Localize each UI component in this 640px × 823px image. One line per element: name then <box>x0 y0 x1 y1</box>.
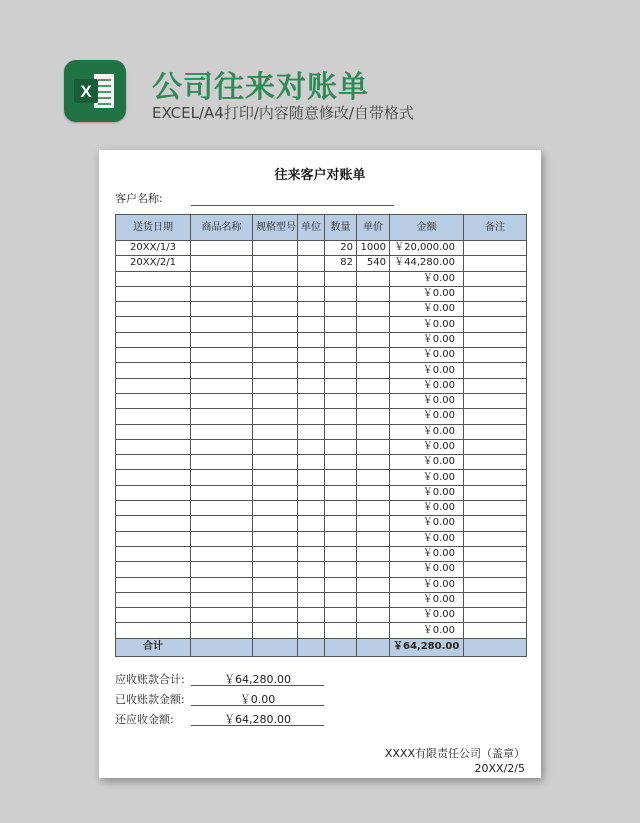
cell-qty[interactable] <box>325 424 357 439</box>
cell-price[interactable] <box>357 332 390 347</box>
cell-amount[interactable]: ￥0.00 <box>390 501 464 516</box>
cell-amount[interactable]: ￥0.00 <box>390 439 464 454</box>
excel-icon <box>64 60 126 122</box>
cell-spec[interactable] <box>253 531 298 546</box>
cell-note[interactable] <box>464 577 527 592</box>
cell-product[interactable] <box>191 623 253 638</box>
cell-note[interactable] <box>464 286 527 301</box>
summary-underline <box>191 725 324 726</box>
summary-underline <box>191 685 324 686</box>
cell-price[interactable] <box>357 577 390 592</box>
cell-note[interactable] <box>464 562 527 577</box>
cell-unit[interactable] <box>298 256 325 271</box>
cell-unit[interactable] <box>298 562 325 577</box>
cell-product[interactable] <box>191 562 253 577</box>
cell-unit[interactable] <box>298 332 325 347</box>
cell-note[interactable] <box>464 317 527 332</box>
summary-label: 应收账款合计: <box>115 673 185 686</box>
cell-qty[interactable] <box>325 286 357 301</box>
cell-note[interactable] <box>464 455 527 470</box>
customer-name-field[interactable] <box>191 205 394 206</box>
cell-spec[interactable] <box>253 424 298 439</box>
cell-spec[interactable] <box>253 256 298 271</box>
cell-qty[interactable] <box>325 302 357 317</box>
cell-date[interactable] <box>116 348 191 363</box>
cell-product[interactable] <box>191 531 253 546</box>
cell-date[interactable] <box>116 332 191 347</box>
cell-note[interactable] <box>464 470 527 485</box>
cell-qty[interactable] <box>325 562 357 577</box>
cell-qty[interactable] <box>325 439 357 454</box>
cell-note[interactable] <box>464 424 527 439</box>
cell-product[interactable] <box>191 302 253 317</box>
table-header-row <box>116 215 527 241</box>
cell-amount[interactable]: ￥0.00 <box>390 608 464 623</box>
table-cell <box>191 638 253 656</box>
cell-product[interactable] <box>191 485 253 500</box>
cell-price[interactable] <box>357 623 390 638</box>
cell-product[interactable] <box>191 439 253 454</box>
cell-product[interactable] <box>191 256 253 271</box>
cell-amount[interactable]: ￥0.00 <box>390 577 464 592</box>
cell-spec[interactable] <box>253 363 298 378</box>
cell-amount[interactable]: ￥0.00 <box>390 317 464 332</box>
cell-price[interactable]: 1000 <box>357 241 390 256</box>
cell-qty[interactable] <box>325 455 357 470</box>
cell-date[interactable] <box>116 623 191 638</box>
cell-note[interactable] <box>464 592 527 607</box>
table-cell <box>357 638 390 656</box>
table-row <box>116 546 527 561</box>
cell-price[interactable] <box>357 424 390 439</box>
cell-qty[interactable] <box>325 546 357 561</box>
cell-product[interactable] <box>191 470 253 485</box>
cell-unit[interactable] <box>298 455 325 470</box>
cell-product[interactable] <box>191 286 253 301</box>
cell-amount[interactable]: ￥0.00 <box>390 562 464 577</box>
cell-note[interactable] <box>464 531 527 546</box>
cell-spec[interactable] <box>253 577 298 592</box>
cell-unit[interactable] <box>298 286 325 301</box>
cell-product[interactable] <box>191 424 253 439</box>
cell-price[interactable] <box>357 271 390 286</box>
cell-unit[interactable] <box>298 608 325 623</box>
cell-amount[interactable]: ￥44,280.00 <box>390 256 464 271</box>
cell-price[interactable] <box>357 286 390 301</box>
table-row <box>116 470 527 485</box>
table-row <box>116 592 527 607</box>
cell-price[interactable]: 540 <box>357 256 390 271</box>
cell-spec[interactable] <box>253 501 298 516</box>
cell-spec[interactable] <box>253 485 298 500</box>
cell-product[interactable] <box>191 348 253 363</box>
table-cell <box>253 638 298 656</box>
cell-date[interactable] <box>116 363 191 378</box>
cell-qty[interactable] <box>325 470 357 485</box>
cell-product[interactable] <box>191 592 253 607</box>
cell-qty[interactable] <box>325 516 357 531</box>
company-seal-line: XXXX有限责任公司（盖章） <box>384 747 525 760</box>
cell-amount[interactable]: ￥0.00 <box>390 348 464 363</box>
cell-note[interactable] <box>464 439 527 454</box>
cell-date[interactable] <box>116 378 191 393</box>
cell-price[interactable] <box>357 485 390 500</box>
total-row <box>116 638 527 656</box>
cell-amount[interactable]: ￥0.00 <box>390 546 464 561</box>
table-row <box>116 501 527 516</box>
cell-amount[interactable]: ￥0.00 <box>390 455 464 470</box>
cell-price[interactable] <box>357 546 390 561</box>
cell-price[interactable] <box>357 592 390 607</box>
cell-spec[interactable] <box>253 241 298 256</box>
cell-price[interactable] <box>357 439 390 454</box>
cell-unit[interactable] <box>298 271 325 286</box>
summary-block <box>115 668 335 728</box>
cell-date[interactable] <box>116 286 191 301</box>
cell-product[interactable] <box>191 241 253 256</box>
cell-date[interactable] <box>116 409 191 424</box>
cell-note[interactable] <box>464 271 527 286</box>
cell-qty[interactable] <box>325 531 357 546</box>
cell-spec[interactable] <box>253 439 298 454</box>
column-header-product: 商品名称 <box>191 215 253 241</box>
excel-icon-letter: X <box>80 82 92 101</box>
cell-spec[interactable] <box>253 271 298 286</box>
cell-unit[interactable] <box>298 501 325 516</box>
cell-date[interactable] <box>116 439 191 454</box>
column-header-spec: 规格型号 <box>253 215 298 241</box>
cell-spec[interactable] <box>253 378 298 393</box>
cell-qty[interactable] <box>325 577 357 592</box>
cell-spec[interactable] <box>253 592 298 607</box>
total-label: 合计 <box>116 638 191 656</box>
cell-date[interactable] <box>116 577 191 592</box>
cell-unit[interactable] <box>298 241 325 256</box>
summary-label: 还应收金额: <box>115 713 174 726</box>
column-header-qty: 数量 <box>325 215 357 241</box>
column-header-amount: 金额 <box>390 215 464 241</box>
cell-note[interactable] <box>464 302 527 317</box>
table-cell <box>464 638 527 656</box>
cell-date[interactable] <box>116 317 191 332</box>
cell-spec[interactable] <box>253 348 298 363</box>
cell-spec[interactable] <box>253 562 298 577</box>
cell-note[interactable] <box>464 409 527 424</box>
table-row <box>116 455 527 470</box>
table-row <box>116 439 527 454</box>
cell-product[interactable] <box>191 271 253 286</box>
cell-amount[interactable]: ￥0.00 <box>390 623 464 638</box>
cell-unit[interactable] <box>298 393 325 408</box>
cell-date[interactable] <box>116 608 191 623</box>
cell-qty[interactable] <box>325 363 357 378</box>
cell-price[interactable] <box>357 393 390 408</box>
cell-amount[interactable]: ￥0.00 <box>390 592 464 607</box>
cell-date[interactable] <box>116 302 191 317</box>
table-row <box>116 562 527 577</box>
customer-name-label: 客户名称: <box>115 192 163 205</box>
cell-qty[interactable] <box>325 608 357 623</box>
table-row <box>116 409 527 424</box>
cell-amount[interactable]: ￥0.00 <box>390 409 464 424</box>
table-row <box>116 378 527 393</box>
cell-qty[interactable] <box>325 623 357 638</box>
cell-date[interactable] <box>116 592 191 607</box>
cell-qty[interactable] <box>325 501 357 516</box>
cell-spec[interactable] <box>253 623 298 638</box>
table-row <box>116 317 527 332</box>
cell-note[interactable] <box>464 501 527 516</box>
cell-date[interactable] <box>116 501 191 516</box>
cell-qty[interactable]: 20 <box>325 241 357 256</box>
cell-product[interactable] <box>191 378 253 393</box>
cell-note[interactable] <box>464 256 527 271</box>
cell-qty[interactable] <box>325 378 357 393</box>
cell-price[interactable] <box>357 409 390 424</box>
cell-unit[interactable] <box>298 531 325 546</box>
table-row <box>116 485 527 500</box>
cell-note[interactable] <box>464 393 527 408</box>
header <box>0 0 640 145</box>
cell-product[interactable] <box>191 501 253 516</box>
table-cell <box>298 638 325 656</box>
total-amount: ￥64,280.00 <box>390 638 464 656</box>
page-subtitle: EXCEL/A4打印/内容随意修改/自带格式 <box>152 104 414 122</box>
cell-amount[interactable]: ￥0.00 <box>390 516 464 531</box>
cell-unit[interactable] <box>298 378 325 393</box>
cell-qty[interactable] <box>325 393 357 408</box>
cell-amount[interactable]: ￥0.00 <box>390 531 464 546</box>
cell-amount[interactable]: ￥0.00 <box>390 363 464 378</box>
summary-row-receivable-total <box>115 668 335 688</box>
cell-unit[interactable] <box>298 470 325 485</box>
table-cell <box>325 638 357 656</box>
statement-date: 20XX/2/5 <box>474 762 525 775</box>
cell-price[interactable] <box>357 378 390 393</box>
cell-product[interactable] <box>191 409 253 424</box>
cell-date[interactable] <box>116 455 191 470</box>
column-header-date: 送货日期 <box>116 215 191 241</box>
cell-spec[interactable] <box>253 332 298 347</box>
cell-product[interactable] <box>191 455 253 470</box>
cell-note[interactable] <box>464 608 527 623</box>
cell-date[interactable] <box>116 516 191 531</box>
cell-date[interactable] <box>116 424 191 439</box>
cell-amount[interactable]: ￥0.00 <box>390 332 464 347</box>
summary-row-received <box>115 688 335 708</box>
cell-unit[interactable] <box>298 623 325 638</box>
cell-product[interactable] <box>191 608 253 623</box>
summary-value: ￥0.00 <box>239 693 276 706</box>
cell-spec[interactable] <box>253 286 298 301</box>
statement-table <box>115 214 527 657</box>
cell-spec[interactable] <box>253 455 298 470</box>
cell-date[interactable] <box>116 271 191 286</box>
cell-date[interactable] <box>116 531 191 546</box>
cell-date[interactable] <box>116 470 191 485</box>
cell-spec[interactable] <box>253 516 298 531</box>
cell-qty[interactable]: 82 <box>325 256 357 271</box>
cell-date[interactable] <box>116 393 191 408</box>
cell-price[interactable] <box>357 531 390 546</box>
cell-note[interactable] <box>464 378 527 393</box>
statement-sheet <box>99 150 541 778</box>
cell-product[interactable] <box>191 516 253 531</box>
column-header-note: 备注 <box>464 215 527 241</box>
cell-unit[interactable] <box>298 302 325 317</box>
cell-amount[interactable]: ￥0.00 <box>390 485 464 500</box>
cell-spec[interactable] <box>253 317 298 332</box>
table-row <box>116 256 527 271</box>
cell-spec[interactable] <box>253 302 298 317</box>
cell-unit[interactable] <box>298 363 325 378</box>
cell-product[interactable] <box>191 546 253 561</box>
table-row <box>116 241 527 256</box>
cell-amount[interactable]: ￥0.00 <box>390 470 464 485</box>
cell-unit[interactable] <box>298 348 325 363</box>
cell-date[interactable]: 20XX/1/3 <box>116 241 191 256</box>
cell-price[interactable] <box>357 348 390 363</box>
cell-note[interactable] <box>464 348 527 363</box>
cell-spec[interactable] <box>253 409 298 424</box>
table-row <box>116 531 527 546</box>
cell-unit[interactable] <box>298 485 325 500</box>
cell-note[interactable] <box>464 332 527 347</box>
cell-amount[interactable]: ￥0.00 <box>390 378 464 393</box>
summary-label: 已收账款金额: <box>115 693 185 706</box>
cell-spec[interactable] <box>253 608 298 623</box>
cell-price[interactable] <box>357 455 390 470</box>
cell-amount[interactable]: ￥20,000.00 <box>390 241 464 256</box>
cell-unit[interactable] <box>298 317 325 332</box>
cell-note[interactable] <box>464 623 527 638</box>
cell-product[interactable] <box>191 332 253 347</box>
cell-note[interactable] <box>464 546 527 561</box>
cell-spec[interactable] <box>253 393 298 408</box>
cell-qty[interactable] <box>325 317 357 332</box>
table-row <box>116 271 527 286</box>
cell-amount[interactable]: ￥0.00 <box>390 393 464 408</box>
cell-note[interactable] <box>464 363 527 378</box>
cell-note[interactable] <box>464 241 527 256</box>
cell-amount[interactable]: ￥0.00 <box>390 286 464 301</box>
column-header-price: 单价 <box>357 215 390 241</box>
cell-price[interactable] <box>357 501 390 516</box>
cell-qty[interactable] <box>325 592 357 607</box>
cell-date[interactable] <box>116 485 191 500</box>
cell-note[interactable] <box>464 516 527 531</box>
table-row <box>116 577 527 592</box>
cell-date[interactable] <box>116 562 191 577</box>
cell-note[interactable] <box>464 485 527 500</box>
table-row <box>116 348 527 363</box>
column-header-unit: 单位 <box>298 215 325 241</box>
page-title: 公司往来对账单 <box>152 70 369 105</box>
summary-row-outstanding <box>115 708 335 728</box>
cell-unit[interactable] <box>298 592 325 607</box>
cell-price[interactable] <box>357 363 390 378</box>
table-row <box>116 393 527 408</box>
table-row <box>116 608 527 623</box>
cell-product[interactable] <box>191 363 253 378</box>
table-row <box>116 332 527 347</box>
cell-unit[interactable] <box>298 516 325 531</box>
cell-product[interactable] <box>191 577 253 592</box>
summary-value: ￥64,280.00 <box>224 713 291 726</box>
cell-qty[interactable] <box>325 348 357 363</box>
table-row <box>116 623 527 638</box>
cell-unit[interactable] <box>298 424 325 439</box>
cell-qty[interactable] <box>325 332 357 347</box>
cell-product[interactable] <box>191 393 253 408</box>
cell-unit[interactable] <box>298 577 325 592</box>
cell-qty[interactable] <box>325 485 357 500</box>
table-row <box>116 286 527 301</box>
cell-date[interactable]: 20XX/2/1 <box>116 256 191 271</box>
summary-underline <box>191 705 324 706</box>
cell-price[interactable] <box>357 516 390 531</box>
cell-spec[interactable] <box>253 470 298 485</box>
cell-unit[interactable] <box>298 439 325 454</box>
cell-price[interactable] <box>357 470 390 485</box>
cell-spec[interactable] <box>253 546 298 561</box>
cell-unit[interactable] <box>298 546 325 561</box>
summary-value: ￥64,280.00 <box>224 673 291 686</box>
cell-price[interactable] <box>357 317 390 332</box>
cell-amount[interactable]: ￥0.00 <box>390 271 464 286</box>
table-row <box>116 424 527 439</box>
table-row <box>116 363 527 378</box>
sheet-title: 往来客户对账单 <box>274 168 366 183</box>
table-row <box>116 302 527 317</box>
cell-date[interactable] <box>116 546 191 561</box>
cell-unit[interactable] <box>298 409 325 424</box>
cell-qty[interactable] <box>325 409 357 424</box>
cell-product[interactable] <box>191 317 253 332</box>
cell-amount[interactable]: ￥0.00 <box>390 302 464 317</box>
cell-price[interactable] <box>357 302 390 317</box>
cell-amount[interactable]: ￥0.00 <box>390 424 464 439</box>
cell-price[interactable] <box>357 562 390 577</box>
cell-price[interactable] <box>357 608 390 623</box>
cell-qty[interactable] <box>325 271 357 286</box>
table-row <box>116 516 527 531</box>
